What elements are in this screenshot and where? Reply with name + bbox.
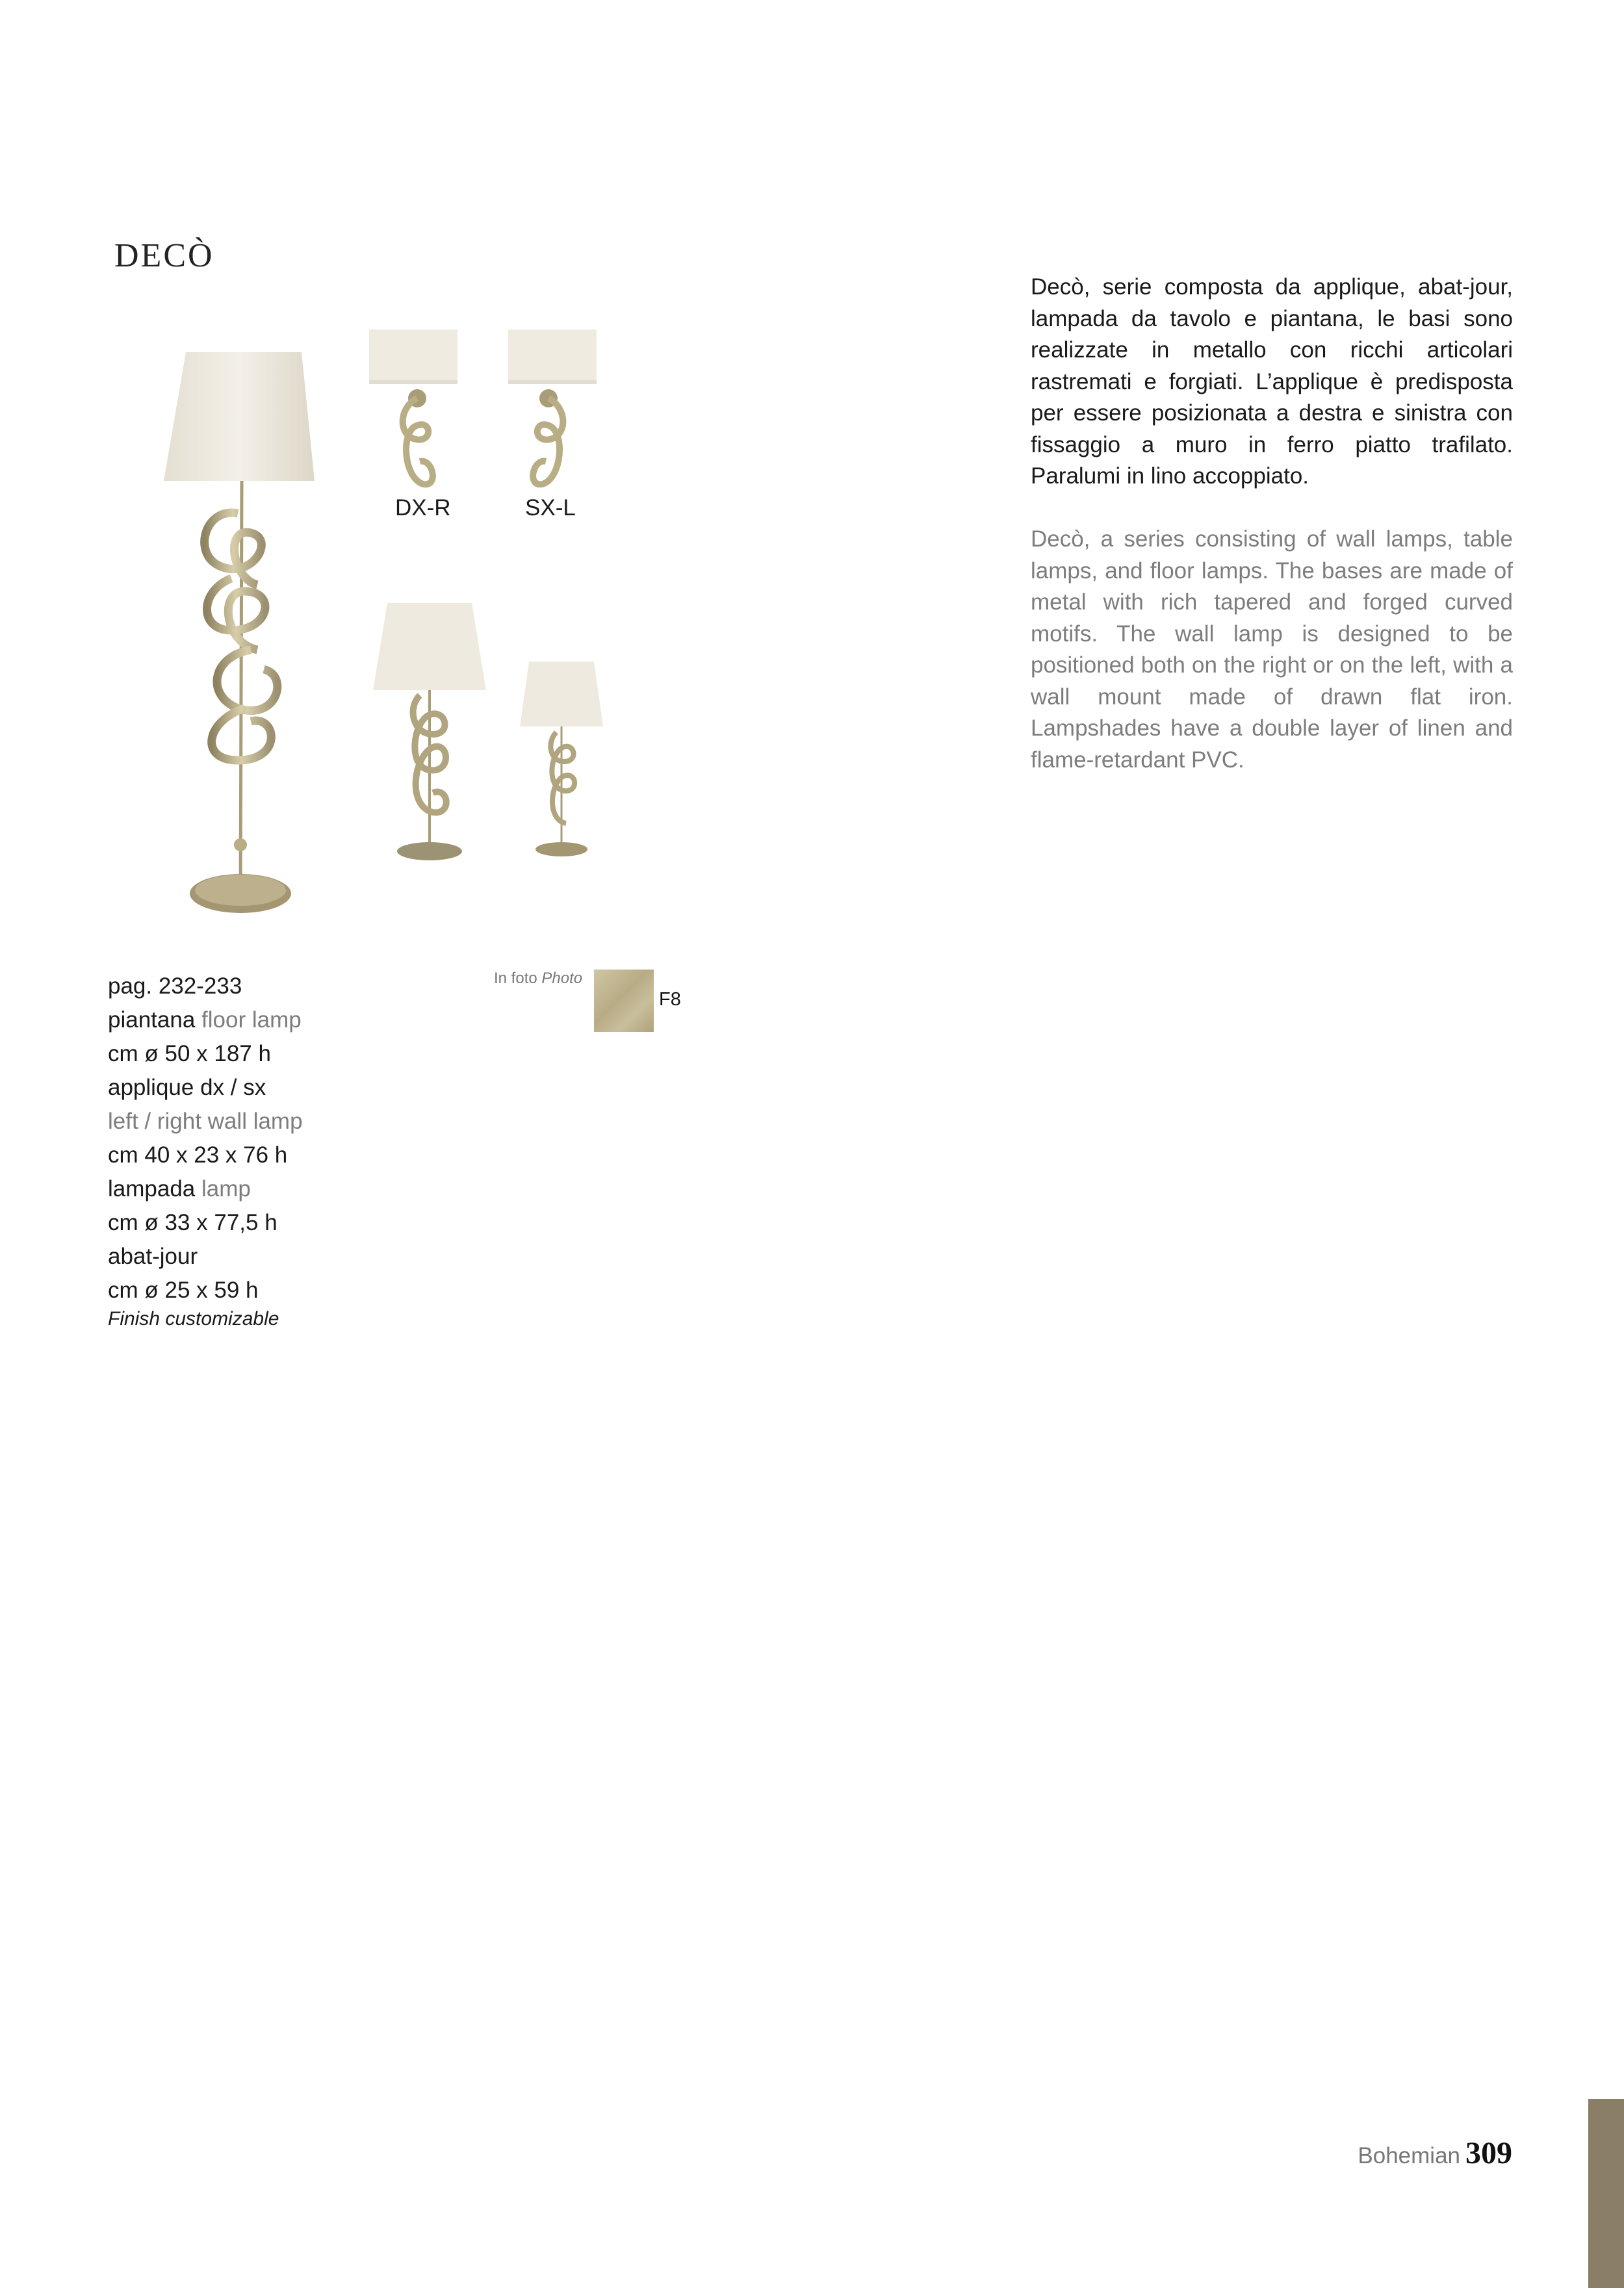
spec-floor-dim: cm ø 50 x 187 h	[108, 1041, 271, 1066]
variant-dx-label: DX-R	[395, 495, 451, 521]
photo-label	[494, 970, 582, 988]
footer-brand: Bohemian	[1358, 2143, 1460, 2168]
spec-pages: pag. 232-233	[108, 973, 242, 999]
spec-abat-dim: cm ø 25 x 59 h	[108, 1278, 259, 1303]
spec-wall-en: left / right wall lamp	[108, 1109, 303, 1134]
finish-code: F8	[659, 989, 681, 1010]
spec-lamp-dim: cm ø 33 x 77,5 h	[108, 1210, 277, 1235]
section-tab	[1588, 2099, 1624, 2288]
variant-sx-label: SX-L	[525, 495, 576, 521]
spec-lamp-it: lampada	[108, 1176, 196, 1202]
abat-jour-image	[517, 658, 606, 859]
specs-list	[108, 970, 303, 1331]
spec-lamp	[108, 1172, 303, 1206]
wall-lamp-dx-image	[368, 328, 459, 491]
spec-floor-it: piantana	[108, 1007, 196, 1033]
spec-lamp-en: lamp	[201, 1176, 251, 1202]
photo-label-it: In foto	[494, 970, 537, 987]
spec-finish: Finish customizable	[108, 1308, 279, 1330]
finish-swatch	[594, 970, 654, 1032]
page-number: 309	[1465, 2136, 1512, 2170]
footer	[1358, 2135, 1512, 2171]
spec-wall-dim: cm 40 x 23 x 76 h	[108, 1142, 288, 1168]
spec-wall-it: applique dx / sx	[108, 1075, 266, 1100]
table-lamp-image	[368, 598, 491, 864]
page-title: DECÒ	[114, 237, 214, 274]
spec-abat-it: abat-jour	[108, 1244, 198, 1269]
description-english: Decò, a series consisting of wall lamps, table lamps, and floor lamps. The bases are made of metal with rich tapered and forged curved motifs. The wall lamp is designed to be positioned both on the right or on the left, with a wall mount made of drawn flat iron. Lampshades have a double layer of linen and flame-retardant PVC.	[1031, 526, 1513, 773]
spec-floor-en: floor lamp	[201, 1007, 302, 1033]
description-italian: Decò, serie composta da applique, abat-jour, lampada da tavolo e piantana, le basi sono realizzate in metallo con ricchi articolari rastremati e forgiati. L’applique è predisposta per essere posizionata a destra e sinistra con fissaggio a muro in ferro piatto trafilato. Paralumi in lino accoppiato.	[1031, 274, 1513, 489]
photo-label-en: Photo	[541, 970, 583, 987]
wall-lamp-sx-image	[507, 328, 598, 491]
spec-floor-lamp	[108, 1003, 303, 1037]
floor-lamp-image	[153, 344, 335, 929]
